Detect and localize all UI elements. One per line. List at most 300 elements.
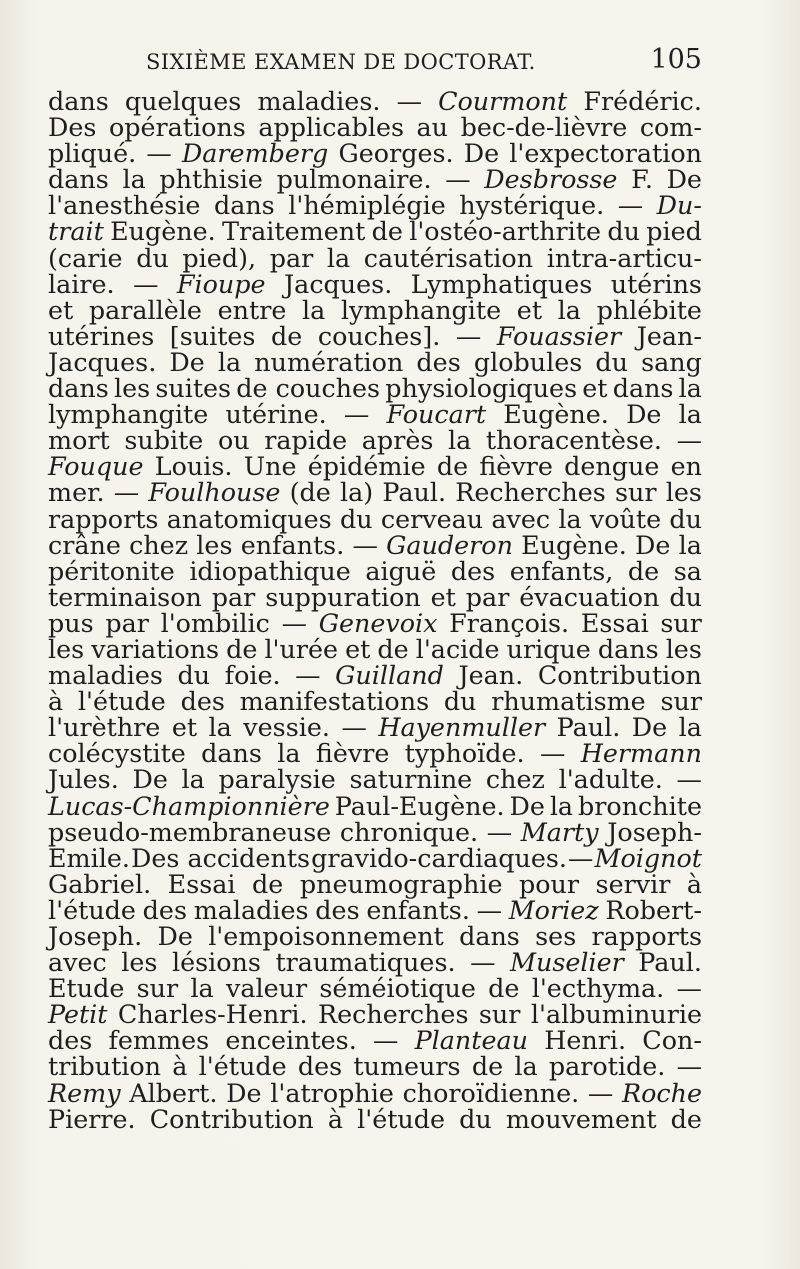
text-word: — bbox=[539, 738, 566, 769]
text-word: la bbox=[190, 973, 214, 1004]
text-word: Jacques. bbox=[284, 268, 393, 299]
text-word: De bbox=[626, 399, 662, 430]
text-word: Contribution bbox=[149, 1103, 314, 1134]
text-word: hystérique. bbox=[459, 190, 605, 221]
text-word: Joseph- bbox=[607, 816, 702, 847]
text-word: évacuation bbox=[519, 581, 660, 612]
text-word: [suites bbox=[169, 320, 256, 351]
text-word: idiopathique bbox=[189, 555, 351, 586]
text-word: l'acide bbox=[415, 633, 500, 664]
text-word: femmes bbox=[108, 1025, 210, 1056]
text-word: par bbox=[269, 242, 314, 273]
text-word: Des accidents bbox=[131, 842, 311, 873]
text-word: De bbox=[463, 138, 500, 169]
text-word: au bbox=[416, 112, 449, 143]
text-word: pied), bbox=[182, 242, 257, 273]
text-word: dans bbox=[597, 633, 659, 664]
text-word: l'étude bbox=[48, 894, 136, 925]
text-word: par bbox=[211, 581, 256, 612]
text-word: — bbox=[676, 973, 702, 1004]
text-word: les bbox=[665, 633, 702, 664]
text-word: Etude bbox=[48, 973, 125, 1004]
text-word: intra-articu- bbox=[546, 242, 702, 273]
text-word: Recherches bbox=[455, 477, 606, 508]
author-name: Roche bbox=[621, 1077, 702, 1108]
text-word: dans bbox=[612, 373, 674, 404]
text-line bbox=[48, 451, 702, 482]
text-word: l'empoisonnement bbox=[208, 921, 444, 951]
text-word: dans bbox=[48, 373, 109, 404]
text-word: Essai bbox=[580, 607, 649, 638]
text-word: de bbox=[488, 973, 520, 1004]
text-word: Jean- bbox=[636, 320, 702, 351]
text-word: Paul-Eugène. bbox=[334, 790, 505, 821]
text-line bbox=[48, 581, 702, 612]
text-word: à bbox=[48, 686, 64, 717]
text-word: à bbox=[327, 1103, 344, 1134]
text-word: couches]. bbox=[317, 320, 441, 351]
text-word: les bbox=[113, 373, 151, 404]
author-name: Gauderon bbox=[386, 529, 513, 560]
text-word: et bbox=[430, 581, 456, 612]
text-word: maladies. bbox=[257, 86, 381, 116]
text-word: sur bbox=[660, 607, 702, 638]
author-name: Muselier bbox=[509, 947, 624, 978]
text-word: les bbox=[665, 477, 702, 508]
text-word: parotide. bbox=[548, 1051, 666, 1082]
text-word: l'hémiplégie bbox=[288, 190, 446, 221]
text-word: urique bbox=[506, 633, 591, 664]
text-word: — bbox=[341, 712, 367, 743]
text-word: pus bbox=[48, 607, 94, 638]
text-line bbox=[48, 633, 702, 664]
text-word: et bbox=[516, 294, 543, 325]
page-number: 105 bbox=[650, 44, 702, 75]
text-word: l'étude bbox=[77, 686, 166, 717]
text-word: enfants. bbox=[366, 894, 470, 925]
text-word: mer. bbox=[48, 477, 105, 508]
text-word: pulmonaire. bbox=[276, 164, 432, 195]
text-word: dengue bbox=[564, 451, 660, 482]
text-word: l'atrophie bbox=[270, 1077, 394, 1108]
text-word: Jean. bbox=[458, 660, 524, 691]
text-line bbox=[48, 477, 702, 508]
text-word: numération bbox=[254, 346, 404, 377]
text-line bbox=[48, 320, 702, 351]
text-word: l'expectoration bbox=[509, 138, 702, 169]
text-word: suites bbox=[155, 373, 232, 404]
text-word: applicables bbox=[258, 112, 405, 143]
text-word: utérines bbox=[48, 320, 155, 351]
text-word: et bbox=[48, 294, 74, 325]
text-line bbox=[48, 373, 702, 404]
text-word: subite bbox=[124, 425, 204, 456]
text-word: la bbox=[514, 1051, 538, 1082]
text-word: en bbox=[670, 451, 702, 482]
text-word: maladies bbox=[193, 894, 309, 925]
text-line bbox=[48, 294, 702, 325]
text-word: ou bbox=[217, 425, 250, 456]
text-word: la bbox=[448, 425, 472, 456]
text-word: après bbox=[361, 425, 434, 456]
text-word: Paul. bbox=[556, 712, 621, 743]
text-line bbox=[48, 607, 702, 638]
text-word: la bbox=[326, 242, 351, 273]
text-line bbox=[48, 190, 702, 221]
text-word: du bbox=[136, 242, 169, 273]
text-word: lymphangite bbox=[340, 294, 502, 325]
text-word: globules bbox=[473, 346, 583, 377]
text-word: sur bbox=[615, 477, 657, 508]
text-word: laire. bbox=[48, 268, 115, 299]
text-word: pied bbox=[646, 216, 702, 247]
text-line bbox=[48, 660, 702, 691]
text-word: des bbox=[180, 686, 225, 717]
text-word: — bbox=[476, 894, 502, 925]
text-word: Gabriel. bbox=[48, 868, 152, 899]
text-word: Jules. bbox=[48, 764, 119, 795]
text-word: ses bbox=[535, 921, 577, 951]
text-word: Emile. bbox=[48, 842, 130, 873]
text-word: De bbox=[631, 712, 668, 743]
text-word: saturnine bbox=[349, 764, 473, 795]
text-word: l'adulte. bbox=[558, 764, 663, 795]
text-word: du bbox=[607, 216, 640, 247]
text-word: l'anesthésie bbox=[48, 190, 201, 221]
author-name: Planteau bbox=[414, 1025, 529, 1056]
text-word: De bbox=[666, 164, 702, 195]
text-word: bronchite bbox=[578, 790, 702, 821]
text-word: Joseph. bbox=[48, 921, 143, 951]
text-word: Louis. bbox=[154, 451, 233, 482]
text-word: sang bbox=[641, 346, 702, 377]
text-line bbox=[48, 868, 702, 899]
text-word: quelques bbox=[124, 86, 242, 116]
text-word: avec bbox=[48, 947, 107, 978]
text-line bbox=[48, 894, 702, 925]
text-word: chronique. bbox=[339, 816, 479, 847]
text-word: dans bbox=[459, 921, 520, 951]
text-word: — bbox=[617, 190, 644, 221]
text-word: mort bbox=[48, 425, 110, 456]
text-word: — bbox=[470, 947, 496, 978]
text-word: vessie. bbox=[243, 712, 330, 743]
text-word: à bbox=[686, 868, 702, 899]
text-word: tumeurs bbox=[353, 1051, 461, 1082]
text-word: — bbox=[352, 529, 378, 560]
text-word: enceintes. bbox=[225, 1025, 357, 1056]
text-word: crâne bbox=[48, 529, 121, 560]
author-name: Fouque bbox=[48, 451, 144, 482]
text-word: de bbox=[436, 451, 469, 482]
text-line bbox=[48, 164, 702, 195]
author-name: Moignot bbox=[594, 842, 702, 873]
text-word: Jacques. bbox=[48, 346, 157, 377]
text-word: de bbox=[377, 633, 409, 664]
text-line bbox=[48, 973, 702, 1004]
text-word: la bbox=[549, 790, 574, 821]
text-line bbox=[48, 738, 702, 769]
text-word: l'ecthyma. bbox=[531, 973, 665, 1004]
text-word: De bbox=[169, 346, 205, 377]
text-word: de bbox=[670, 1103, 702, 1134]
text-word: l'urée bbox=[264, 633, 339, 664]
text-word: la bbox=[678, 712, 702, 743]
text-word: rhumatisme bbox=[491, 686, 646, 717]
text-word: Eugène. bbox=[503, 399, 609, 430]
author-name: Hermann bbox=[580, 738, 702, 769]
text-line bbox=[48, 842, 702, 873]
text-word: — bbox=[133, 268, 159, 299]
text-word: opérations bbox=[108, 112, 246, 143]
author-name: Fioupe bbox=[176, 268, 266, 299]
text-word: la bbox=[208, 712, 232, 743]
text-word: dans bbox=[48, 86, 109, 116]
text-word: péritonite bbox=[48, 555, 175, 586]
text-line bbox=[48, 1025, 702, 1056]
text-word: Eugène. bbox=[110, 216, 216, 247]
text-word: lésions bbox=[171, 947, 261, 978]
text-line bbox=[48, 138, 702, 169]
text-word: parallèle bbox=[88, 294, 202, 325]
text-line bbox=[48, 425, 702, 456]
text-word: entre bbox=[217, 294, 287, 325]
text-word: choroïdienne. bbox=[402, 1077, 580, 1108]
text-word: les bbox=[121, 947, 158, 978]
text-word: Georges. bbox=[338, 138, 454, 169]
text-line bbox=[48, 555, 702, 586]
text-word: Charles-Henri. bbox=[117, 999, 308, 1030]
text-word: Henri. bbox=[544, 1025, 627, 1056]
text-word: com- bbox=[639, 112, 702, 143]
text-word: F. bbox=[631, 164, 653, 195]
text-word: — bbox=[445, 164, 471, 195]
author-name: Guilland bbox=[335, 660, 444, 691]
text-word: la bbox=[557, 294, 581, 325]
text-line bbox=[48, 1103, 702, 1134]
text-word: anatomiques bbox=[166, 503, 332, 534]
text-word: colécystite bbox=[48, 738, 186, 769]
text-word: l'étude bbox=[357, 1103, 446, 1134]
text-word: l'étude bbox=[198, 1051, 287, 1082]
text-word: et bbox=[582, 373, 608, 404]
text-word: typhoïde. bbox=[404, 738, 525, 769]
author-name: Marty bbox=[520, 816, 599, 847]
text-word: Recherches bbox=[317, 999, 469, 1030]
text-word: la bbox=[122, 164, 146, 195]
text-line bbox=[48, 816, 702, 847]
text-word: des bbox=[142, 894, 187, 925]
text-line bbox=[48, 346, 702, 377]
text-line bbox=[48, 790, 702, 821]
author-name: Courmont bbox=[438, 86, 568, 116]
text-line bbox=[48, 242, 702, 273]
text-word: François. bbox=[449, 607, 570, 638]
running-title: SIXIÈME EXAMEN DE DOCTORAT. bbox=[146, 50, 536, 74]
text-word: sur bbox=[660, 686, 702, 717]
author-name: Remy bbox=[48, 1077, 121, 1108]
text-word: — bbox=[146, 138, 172, 169]
text-word: des bbox=[450, 555, 496, 586]
text-word: (carie bbox=[48, 242, 123, 273]
author-name: Du- bbox=[656, 190, 702, 221]
text-word: de bbox=[371, 216, 403, 247]
text-word: rapide bbox=[264, 425, 348, 456]
text-word: pseudo-membraneuse bbox=[48, 816, 332, 847]
text-word: les bbox=[48, 633, 85, 664]
text-word: — bbox=[568, 842, 594, 873]
text-word: par bbox=[105, 607, 149, 638]
text-word: dans bbox=[201, 738, 262, 769]
text-word: du bbox=[443, 686, 477, 717]
text-word: traumatiques. bbox=[275, 947, 456, 978]
text-word: du bbox=[669, 503, 702, 534]
text-word: les bbox=[196, 529, 233, 560]
text-word: Albert. bbox=[129, 1077, 218, 1108]
text-word: pneumographie bbox=[299, 868, 503, 899]
text-word: enfants. bbox=[240, 529, 345, 560]
text-word: De bbox=[635, 529, 671, 560]
text-word: sa bbox=[673, 555, 702, 586]
text-word: Des bbox=[48, 112, 97, 143]
text-word: de bbox=[226, 633, 258, 664]
text-word: l'ostéo-arthrite bbox=[409, 216, 602, 247]
text-word: du bbox=[339, 503, 373, 534]
text-word: servir bbox=[595, 868, 671, 899]
author-name: Foucart bbox=[386, 399, 487, 430]
text-word: de bbox=[271, 320, 303, 351]
text-word: thoracentèse. bbox=[485, 425, 662, 456]
text-word: du bbox=[177, 660, 211, 691]
text-word: voûte bbox=[589, 503, 662, 534]
text-word: séméiotique bbox=[319, 973, 476, 1004]
text-word: de bbox=[252, 868, 284, 899]
text-word: — bbox=[373, 1025, 399, 1056]
text-word: — bbox=[396, 86, 422, 116]
author-name: Moriez bbox=[508, 894, 599, 925]
text-word: De bbox=[132, 764, 168, 795]
page-header bbox=[48, 44, 702, 80]
author-name: Fouassier bbox=[496, 320, 622, 351]
text-word: par bbox=[465, 581, 510, 612]
text-word: la bbox=[678, 399, 702, 430]
text-word: l'urèthre bbox=[48, 712, 161, 743]
text-word: paralysie bbox=[218, 764, 336, 795]
text-word: — bbox=[281, 607, 307, 638]
text-word: Paul. bbox=[382, 477, 447, 508]
text-word: tribution bbox=[48, 1051, 162, 1082]
text-word: fièvre bbox=[479, 451, 553, 482]
text-line bbox=[48, 88, 702, 114]
text-word: la bbox=[678, 529, 702, 560]
text-word: la bbox=[558, 503, 582, 534]
text-word: terminaison bbox=[48, 581, 202, 612]
text-word: la bbox=[181, 764, 205, 795]
author-name: Hayenmuller bbox=[378, 712, 546, 743]
text-word: Traitement bbox=[222, 216, 366, 247]
text-word: et bbox=[345, 633, 371, 664]
text-line bbox=[48, 686, 702, 717]
text-word: la bbox=[277, 738, 301, 769]
text-word: enfants, bbox=[509, 555, 614, 586]
text-word: — bbox=[676, 425, 702, 456]
text-word: — bbox=[113, 477, 140, 508]
text-word: — bbox=[587, 1077, 614, 1108]
text-word: bec-de-lièvre bbox=[460, 112, 628, 143]
author-name: Daremberg bbox=[181, 138, 329, 169]
text-line bbox=[48, 112, 702, 143]
text-word: Lymphatiques bbox=[410, 268, 593, 299]
text-word: De bbox=[226, 1077, 262, 1108]
text-word: et bbox=[171, 712, 198, 743]
text-word: Contribution bbox=[537, 660, 702, 691]
body-text bbox=[48, 88, 702, 1132]
text-line bbox=[48, 529, 702, 560]
text-word: de bbox=[627, 555, 660, 586]
text-word: maladies bbox=[48, 660, 163, 691]
text-word: suppuration bbox=[265, 581, 421, 612]
text-word: l'albuminurie bbox=[530, 999, 702, 1030]
text-word: — bbox=[455, 320, 482, 351]
text-word: du bbox=[459, 1103, 492, 1134]
text-word: Con- bbox=[642, 1025, 702, 1056]
text-line bbox=[48, 399, 702, 430]
text-word: du bbox=[669, 581, 702, 612]
text-word: pour bbox=[519, 868, 580, 899]
text-word: — bbox=[676, 1051, 702, 1082]
text-line bbox=[48, 712, 702, 743]
text-word: utérins bbox=[610, 268, 702, 299]
text-line bbox=[48, 1077, 702, 1108]
text-word: des bbox=[315, 894, 360, 925]
text-word: foie. bbox=[224, 660, 281, 691]
text-line bbox=[48, 923, 702, 949]
author-name: Desbrosse bbox=[484, 164, 618, 195]
text-word: De bbox=[509, 790, 545, 821]
text-word: — bbox=[343, 399, 370, 430]
text-word: phthisie bbox=[159, 164, 263, 195]
text-word: cerveau bbox=[380, 503, 484, 534]
text-line bbox=[48, 216, 702, 247]
text-word: De bbox=[157, 921, 193, 951]
text-word: Paul. bbox=[638, 947, 702, 978]
text-word: Pierre. bbox=[48, 1103, 136, 1134]
text-word: Une bbox=[243, 451, 297, 482]
text-word: du bbox=[595, 346, 629, 377]
text-line bbox=[48, 947, 702, 978]
text-word: Eugène. bbox=[521, 529, 627, 560]
text-word: physiologiques bbox=[385, 373, 578, 404]
text-word: dans bbox=[48, 164, 109, 195]
text-word: épidémie bbox=[307, 451, 426, 482]
author-name: Petit bbox=[48, 999, 108, 1030]
author-name: trait bbox=[48, 216, 104, 247]
text-word: dans bbox=[213, 190, 275, 221]
text-word: à bbox=[172, 1051, 188, 1082]
text-line bbox=[48, 503, 702, 534]
author-name: Genevoix bbox=[318, 607, 438, 638]
text-word: — bbox=[486, 816, 513, 847]
text-word: utérine. bbox=[225, 399, 327, 430]
text-word: — bbox=[295, 660, 321, 691]
text-word: des bbox=[297, 1051, 343, 1082]
text-word: cautérisation bbox=[363, 242, 534, 273]
text-word: la bbox=[302, 294, 326, 325]
text-word: (de bbox=[289, 477, 331, 508]
text-word: Essai bbox=[167, 868, 236, 899]
text-word: phlébite bbox=[596, 294, 702, 325]
text-word: mouvement bbox=[505, 1103, 657, 1134]
